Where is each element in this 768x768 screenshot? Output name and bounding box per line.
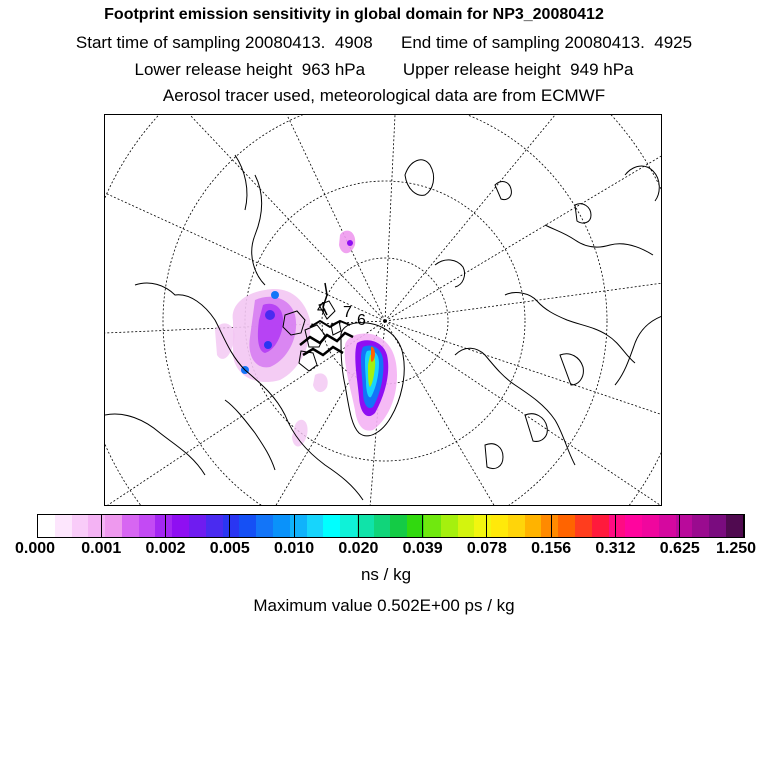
colorbar-tick [165,514,166,538]
colorbar-swatch [189,515,206,537]
colorbar-swatch [155,515,172,537]
colorbar-tick [679,514,680,538]
trajectory-label-7: 7 [343,304,352,321]
colorbar-swatch [525,515,542,537]
colorbar-swatch [374,515,391,537]
colorbar-swatch [609,515,626,537]
colorbar-tick-label: 0.000 [14,540,56,557]
trajectory-label-4: 4 [317,300,326,317]
sampling-time-line: Start time of sampling 20080413. 4908 End time of sampling 20080413. 4925 [75,33,693,52]
colorbar-swatch [122,515,139,537]
meridian-lines [105,115,662,506]
colorbar-swatch [458,515,475,537]
colorbar-swatch [575,515,592,537]
colorbar-unit: ns / kg [360,565,412,584]
latitude-circles [105,115,662,506]
colorbar [37,514,744,538]
colorbar-swatch [491,515,508,537]
colorbar-swatch [290,515,307,537]
colorbar-swatch [172,515,189,537]
colorbar-swatch [726,515,743,537]
colorbar-swatch [223,515,240,537]
colorbar-tick-label: 0.020 [338,540,379,557]
colorbar-swatch [307,515,324,537]
colorbar-tick-label: 0.039 [402,540,443,557]
trajectory-label-6: 6 [357,312,366,329]
colorbar-swatch [323,515,340,537]
colorbar-tick [101,514,102,538]
colorbar-tick [744,514,745,538]
colorbar-swatch [692,515,709,537]
colorbar-swatch [508,515,525,537]
colorbar-tick-label: 0.001 [81,540,122,557]
colorbar-swatch [642,515,659,537]
colorbar-swatch [474,515,491,537]
colorbar-tick-label: 0.312 [595,540,636,557]
colorbar-swatch [592,515,609,537]
colorbar-swatch [206,515,223,537]
colorbar-swatch [72,515,89,537]
colorbar-swatch [659,515,676,537]
colorbar-swatch [357,515,374,537]
colorbar-tick-label: 0.078 [466,540,507,557]
colorbar-swatch [105,515,122,537]
colorbar-tick [294,514,295,538]
colorbar-tick-label: 1.250 [715,540,757,557]
colorbar-swatch [676,515,693,537]
release-height-line: Lower release height 963 hPa Upper release height 949 hPa [134,60,634,79]
colorbar-tick-label: 0.002 [145,540,186,557]
colorbar-swatch [390,515,407,537]
colorbar-tick-label: 0.156 [531,540,572,557]
colorbar-tick [486,514,487,538]
colorbar-swatch [55,515,72,537]
colorbar-swatch [424,515,441,537]
coastlines [105,155,662,500]
sensitivity-plume-greenland [345,333,397,430]
colorbar-tick [358,514,359,538]
colorbar-swatch [340,515,357,537]
colorbar-swatch [625,515,642,537]
colorbar-tick [37,514,38,538]
map-canvas [105,115,662,506]
colorbar-tick [229,514,230,538]
colorbar-swatch [88,515,105,537]
maximum-value: Maximum value 0.502E+00 ps / kg [253,596,515,615]
colorbar-swatch [273,515,290,537]
polar-map [104,114,662,506]
tracer-info-line: Aerosol tracer used, meteorological data are from ECMWF [162,86,606,105]
colorbar-swatch [709,515,726,537]
colorbar-swatch [239,515,256,537]
colorbar-tick-label: 0.625 [659,540,700,557]
colorbar-tick [615,514,616,538]
colorbar-swatch [139,515,156,537]
colorbar-tick-label: 0.005 [209,540,250,557]
colorbar-swatch [38,515,55,537]
colorbar-swatch [256,515,273,537]
colorbar-tick-label: 0.010 [274,540,315,557]
map-title: Footprint emission sensitivity in global domain for NP3_20080412 [104,6,604,23]
colorbar-swatch [558,515,575,537]
colorbar-tick [551,514,552,538]
colorbar-tick [422,514,423,538]
colorbar-swatch [441,515,458,537]
